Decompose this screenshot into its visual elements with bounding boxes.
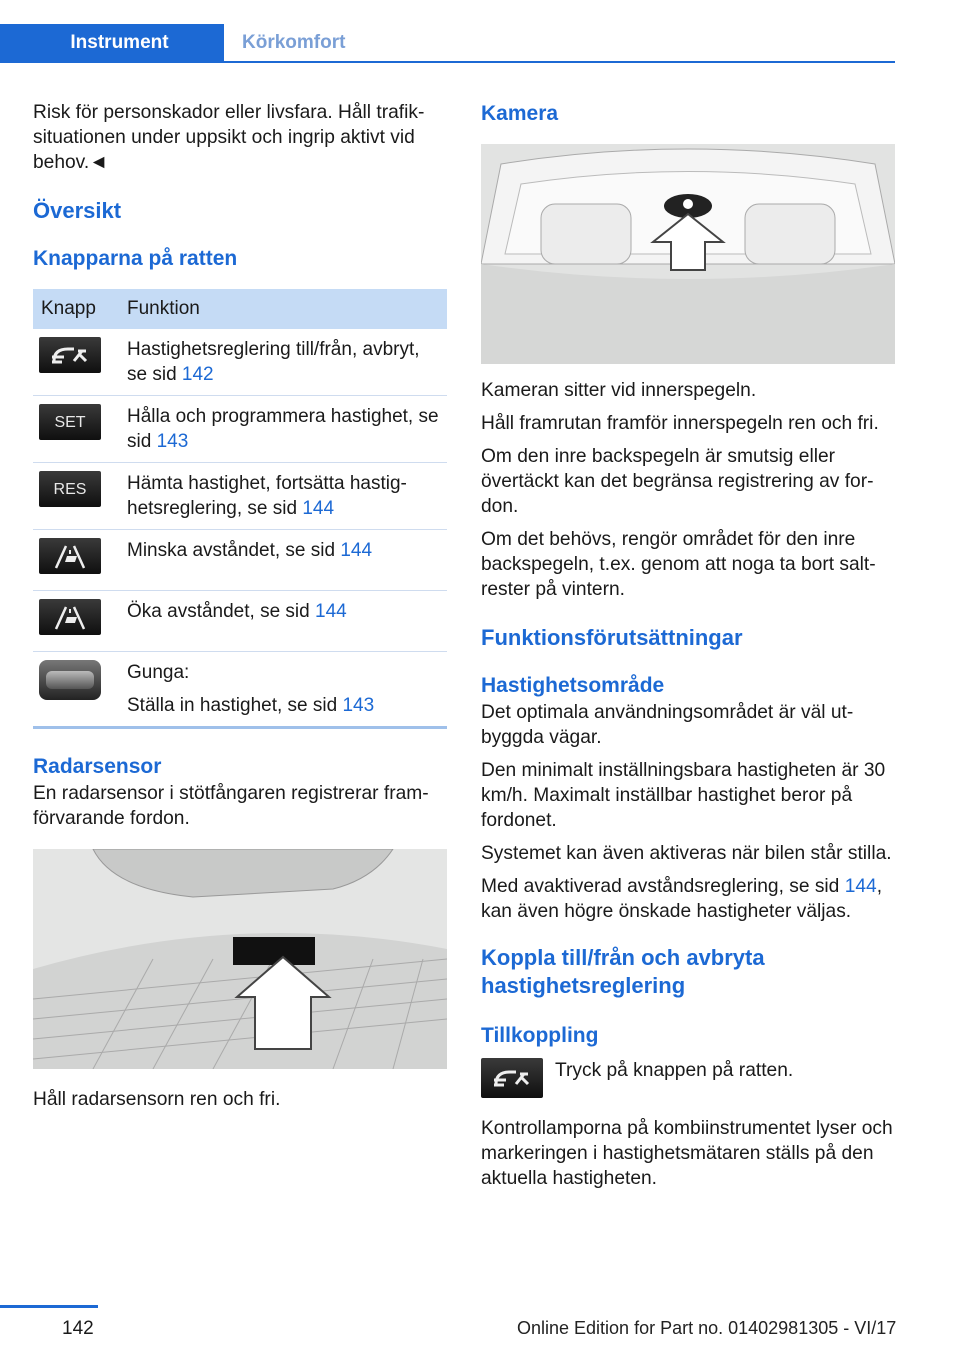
res-button-icon: RES — [39, 471, 101, 507]
kontroll-text: Kontrollamporna på kombiinstrumentet lyser och markeringen i hastighetsmätaren ställs på den aktuella hastigheten. — [481, 1118, 893, 1189]
page-link[interactable]: 144 — [302, 498, 335, 519]
cruise-control-icon — [481, 1058, 543, 1098]
table-row: SET Hålla och programmera hastighet, se sid 143 — [33, 396, 447, 463]
header-knapp: Knapp — [33, 289, 119, 329]
hast-p2: Den minimalt inställningsbara hastigheten är 30 km/h. Maximalt inställbar hastighet beror på fordonet. — [481, 760, 886, 831]
kamera-p3: Om den inre backspegeln är smutsig eller övertäckt kan det begränsa registrering av fordon. — [481, 446, 874, 517]
left-column — [33, 100, 447, 1120]
page-link[interactable]: 143 — [156, 431, 189, 452]
edition-text: Online Edition for Part no. 01402981305 - VI/17 — [517, 1318, 897, 1338]
kamera-p4: Om det behövs, rengör området för den inre backspegeln, t.ex. genom att noga ta bort saltrester på vintern. — [481, 529, 876, 600]
heading-kamera: Kamera — [481, 102, 559, 125]
page-link[interactable]: 144 — [315, 601, 347, 622]
heading-hastighetsomrade: Hastighetsområde — [481, 674, 665, 697]
tab-instrument[interactable]: Instrument — [0, 24, 224, 61]
right-column — [481, 100, 895, 1199]
heading-radarsensor: Radarsensor — [33, 755, 162, 778]
radar-sensor-image — [33, 849, 447, 1069]
page-link[interactable]: 143 — [342, 695, 375, 716]
page-link[interactable]: 142 — [181, 364, 214, 385]
page-link[interactable]: 144 — [340, 540, 373, 561]
heading-tillkoppling: Tillkoppling — [481, 1024, 599, 1047]
heading-knapparna: Knapparna på ratten — [33, 247, 238, 270]
hast-p3: Systemet kan även aktiveras när bilen står stilla. — [481, 843, 892, 864]
page-number: 142 — [62, 1318, 94, 1339]
kamera-p1: Kameran sitter vid innerspegeln. — [481, 380, 757, 401]
tillkoppling-text: Tryck på knappen på ratten. — [555, 1060, 794, 1081]
radar-caption: Håll radarsensorn ren och fri. — [33, 1089, 281, 1110]
intro-warning: Risk för personskador eller livsfara. Håll trafiksituationen under uppsikt och ingrip aktivt vid behov.◄ — [33, 102, 425, 173]
heading-koppla: Koppla till/från och avbryta hastighetsreglering — [481, 945, 765, 998]
table-row: Gunga: Ställa in hastighet, se sid 143 — [33, 652, 447, 727]
tillkoppling-row — [481, 1058, 895, 1098]
tab-korkomfort[interactable]: Körkomfort — [242, 31, 346, 53]
table-header — [33, 289, 447, 329]
hast-p4: Med avaktiverad avståndsreglering, se sid 144, kan även högre önskade hastigheter väljas. — [481, 876, 883, 922]
footer-rule — [0, 1305, 98, 1308]
table-row: Hastighetsreglering till/från, avbryt, se sid 142 — [33, 329, 447, 396]
heading-funktionsforutsattningar: Funktionsförutsättningar — [481, 625, 743, 650]
table-end-rule — [33, 726, 447, 729]
heading-oversikt: Översikt — [33, 198, 122, 223]
kamera-p2: Håll framrutan framför innerspegeln ren och fri. — [481, 413, 879, 434]
chapter-tabs — [0, 24, 895, 63]
cruise-control-icon — [39, 337, 101, 373]
hast-p1: Det optimala användningsområdet är väl utbyggda vägar. — [481, 702, 854, 748]
page-link[interactable]: 144 — [844, 876, 877, 897]
radar-text: En radarsensor i stötfångaren registrerar framförvarande fordon. — [33, 783, 429, 829]
table-row: Minska avståndet, se sid 144 — [33, 530, 447, 591]
camera-image — [481, 144, 895, 364]
table-row: Öka avståndet, se sid 144 — [33, 591, 447, 652]
set-button-icon: SET — [39, 404, 101, 440]
header-funktion: Funktion — [119, 289, 447, 329]
distance-decrease-icon — [39, 538, 101, 574]
table-row: RES Hämta hastighet, fortsätta hastighetsreglering, se sid 144 — [33, 463, 447, 530]
distance-increase-icon — [39, 599, 101, 635]
buttons-table — [33, 289, 447, 726]
rocker-switch-icon — [39, 660, 101, 700]
